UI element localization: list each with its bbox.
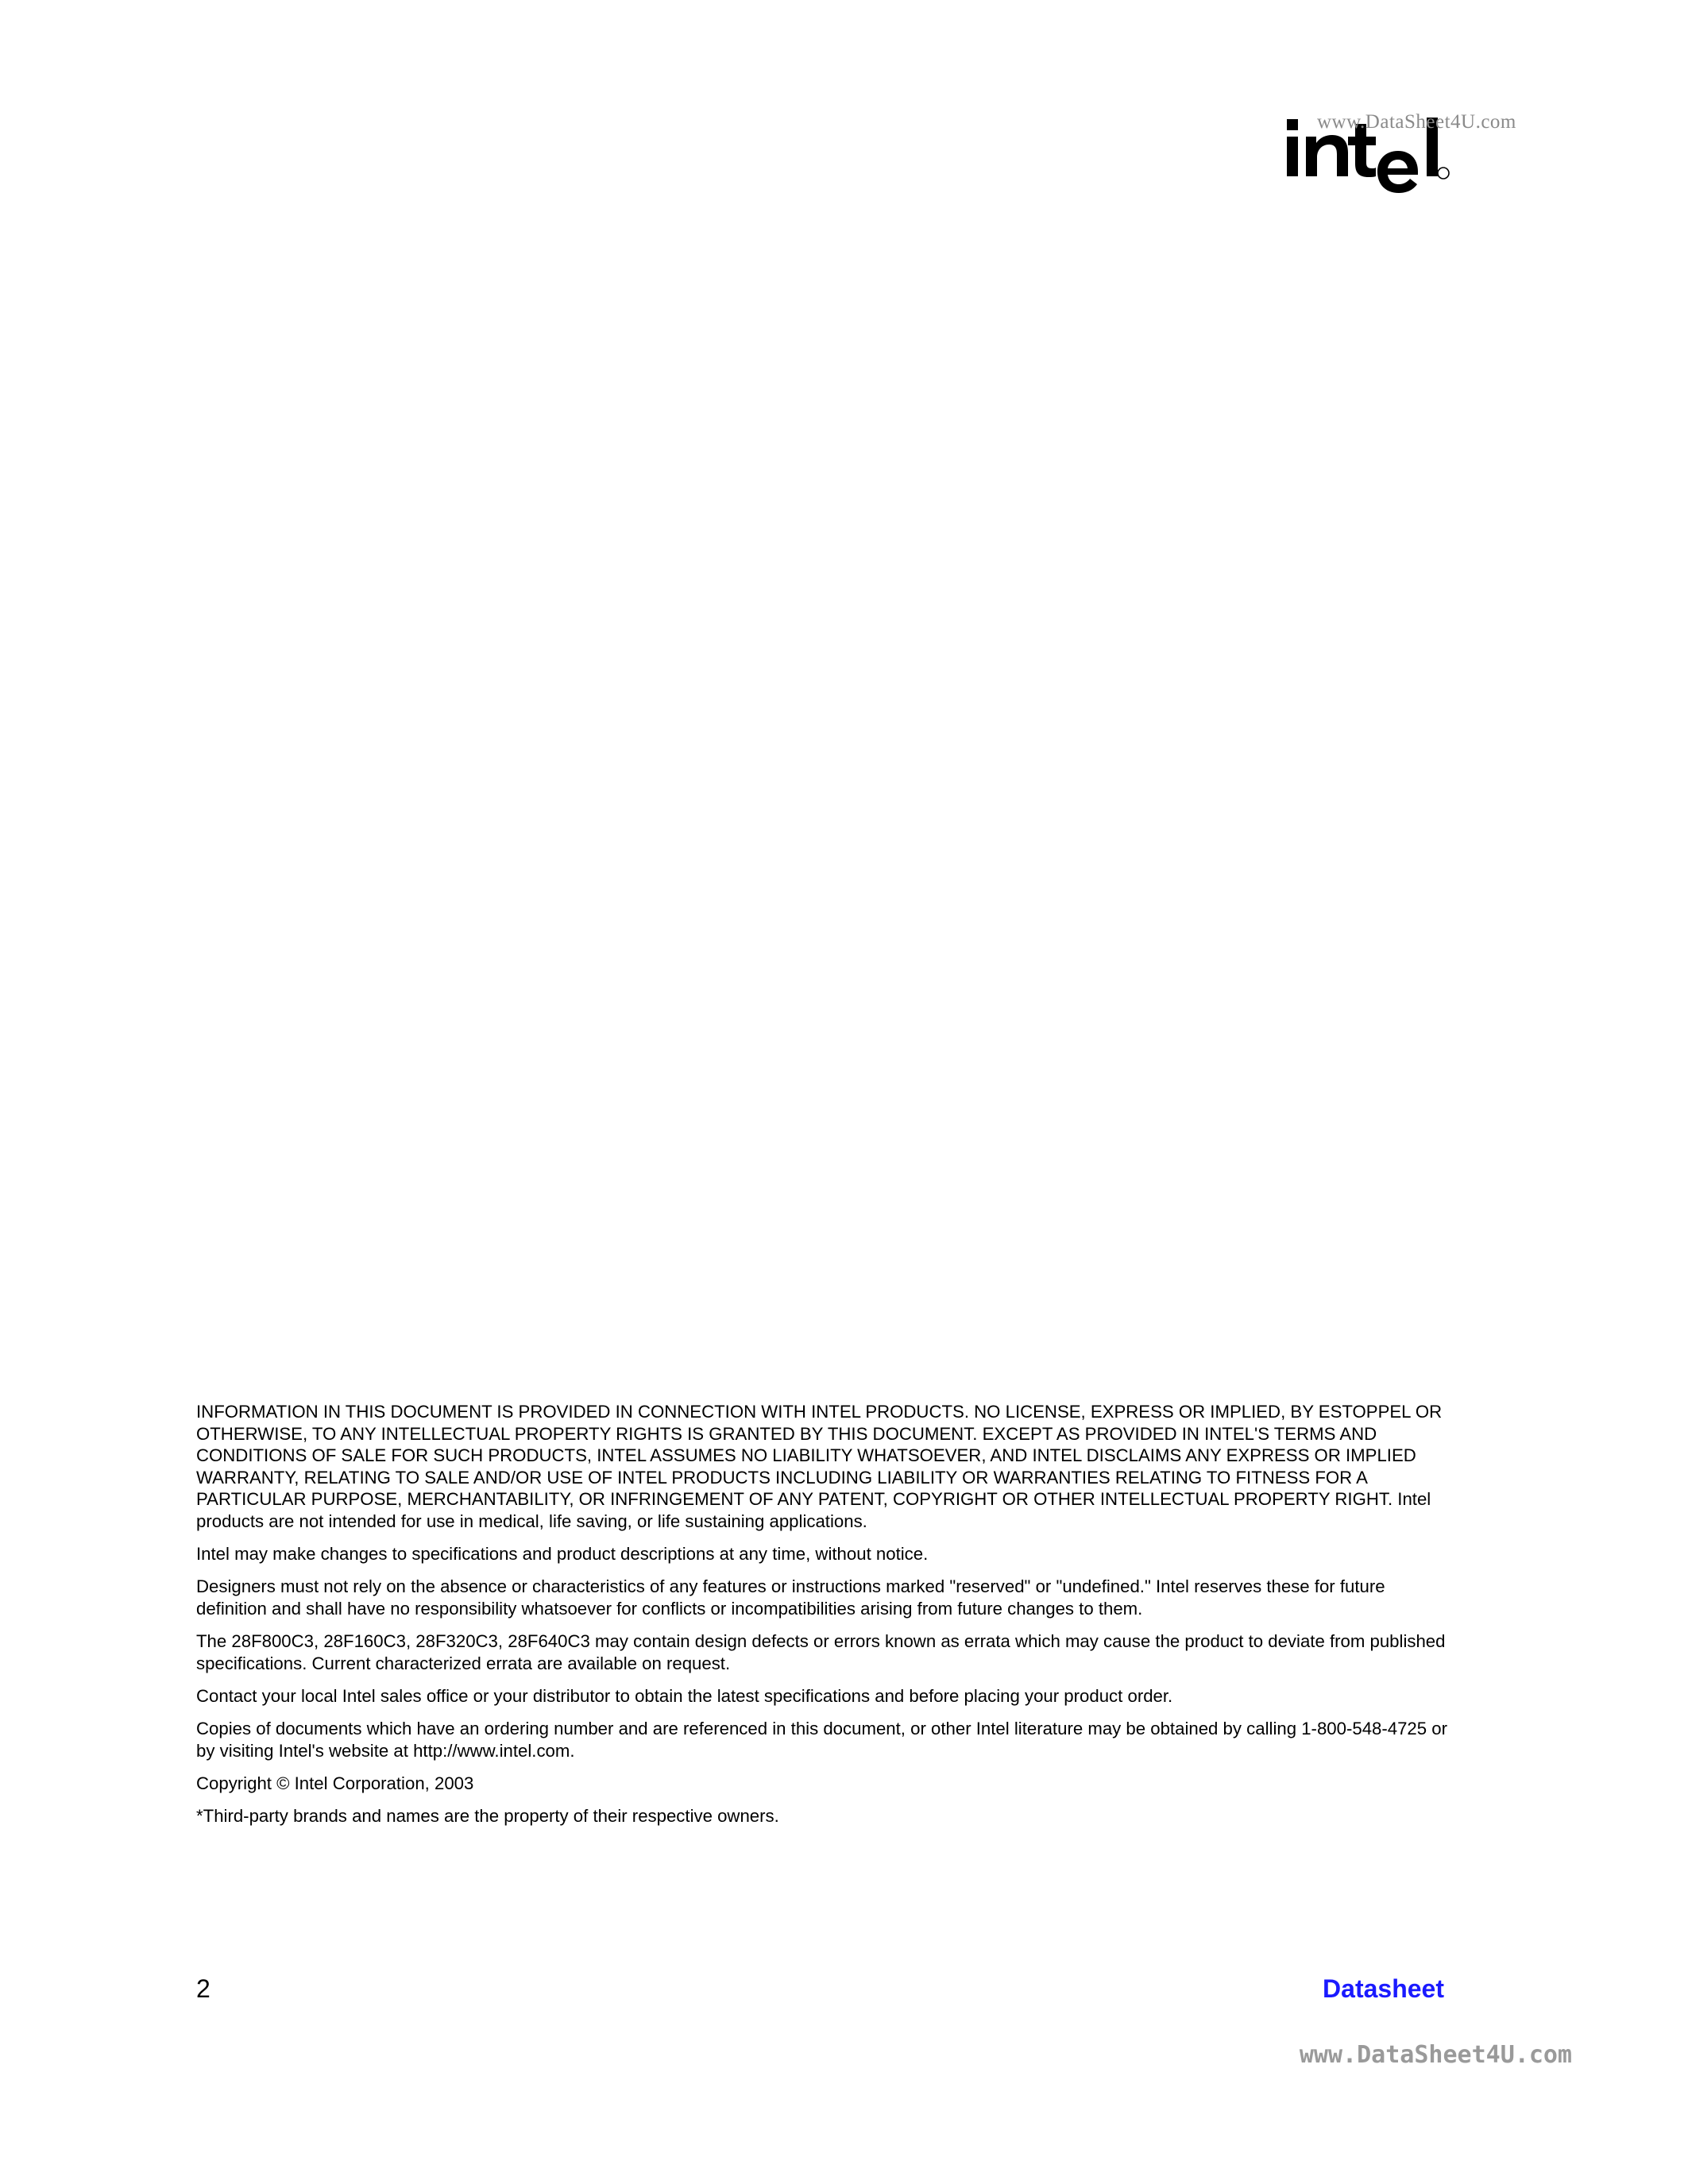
errata-paragraph: The 28F800C3, 28F160C3, 28F320C3, 28F640C3 may contain design defects or errors known as errata which may cause the product to deviate from published specifications. Current characterized errata are available on request. [196, 1631, 1446, 1673]
footer-doc-type: Datasheet [1323, 1974, 1444, 2003]
disclaimer-paragraph: INFORMATION IN THIS DOCUMENT IS PROVIDED IN CONNECTION WITH INTEL PRODUCTS. NO LICENSE, EXPRESS OR IMPLIED, BY ESTOPPEL OR OTHERWISE, TO ANY INTELLECTUAL PROPERTY RIGHTS IS GRANTED BY THIS DOCUMENT. EXCEPT AS PROVIDED IN INTEL'S TERMS AND CONDITIONS OF SALE FOR SUCH PRODUCTS, INTEL ASSUMES NO LIABILITY WHATSOEVER, AND INTEL DISCLAIMS ANY EXPRESS OR IMPLIED WARRANTY, RELATING TO SALE AND/OR USE OF INTEL PRODUCTS INCLUDING LIABILITY OR WARRANTIES RELATING TO FITNESS FOR A PARTICULAR PURPOSE, MERCHANTABILITY, OR INFRINGEMENT OF ANY PATENT, COPYRIGHT OR OTHER INTELLECTUAL PROPERTY RIGHT. Intel products are not intended for use in medical, life saving, or life sustaining applications. [196, 1402, 1443, 1531]
footer-watermark: www.DataSheet4U.com [1299, 2041, 1572, 2069]
changes-paragraph: Intel may make changes to specifications and product descriptions at any time, without notice. [196, 1544, 929, 1565]
page-number: 2 [196, 1974, 211, 2003]
copies-paragraph: Copies of documents which have an ordering number and are referenced in this document, or other Intel literature may be obtained by calling 1-800-548-4725 or by visiting Intel's website at http://www.intel.com. [196, 1719, 1448, 1761]
designers-paragraph: Designers must not rely on the absence or characteristics of any features or instructions marked "reserved" or "undefined." Intel reserves these for future definition and shall have no responsibility whatsoever for conflicts or incompatibilities arising from future changes to them. [196, 1576, 1385, 1619]
third-party-paragraph: *Third-party brands and names are the property of their respective owners. [196, 1806, 779, 1827]
header-watermark: www.DataSheet4U.com [1317, 111, 1516, 133]
copyright-paragraph: Copyright © Intel Corporation, 2003 [196, 1773, 474, 1793]
contact-paragraph: Contact your local Intel sales office or your distributor to obtain the latest specifications and before placing your product order. [196, 1685, 1173, 1706]
legal-notice [196, 1401, 1451, 1838]
